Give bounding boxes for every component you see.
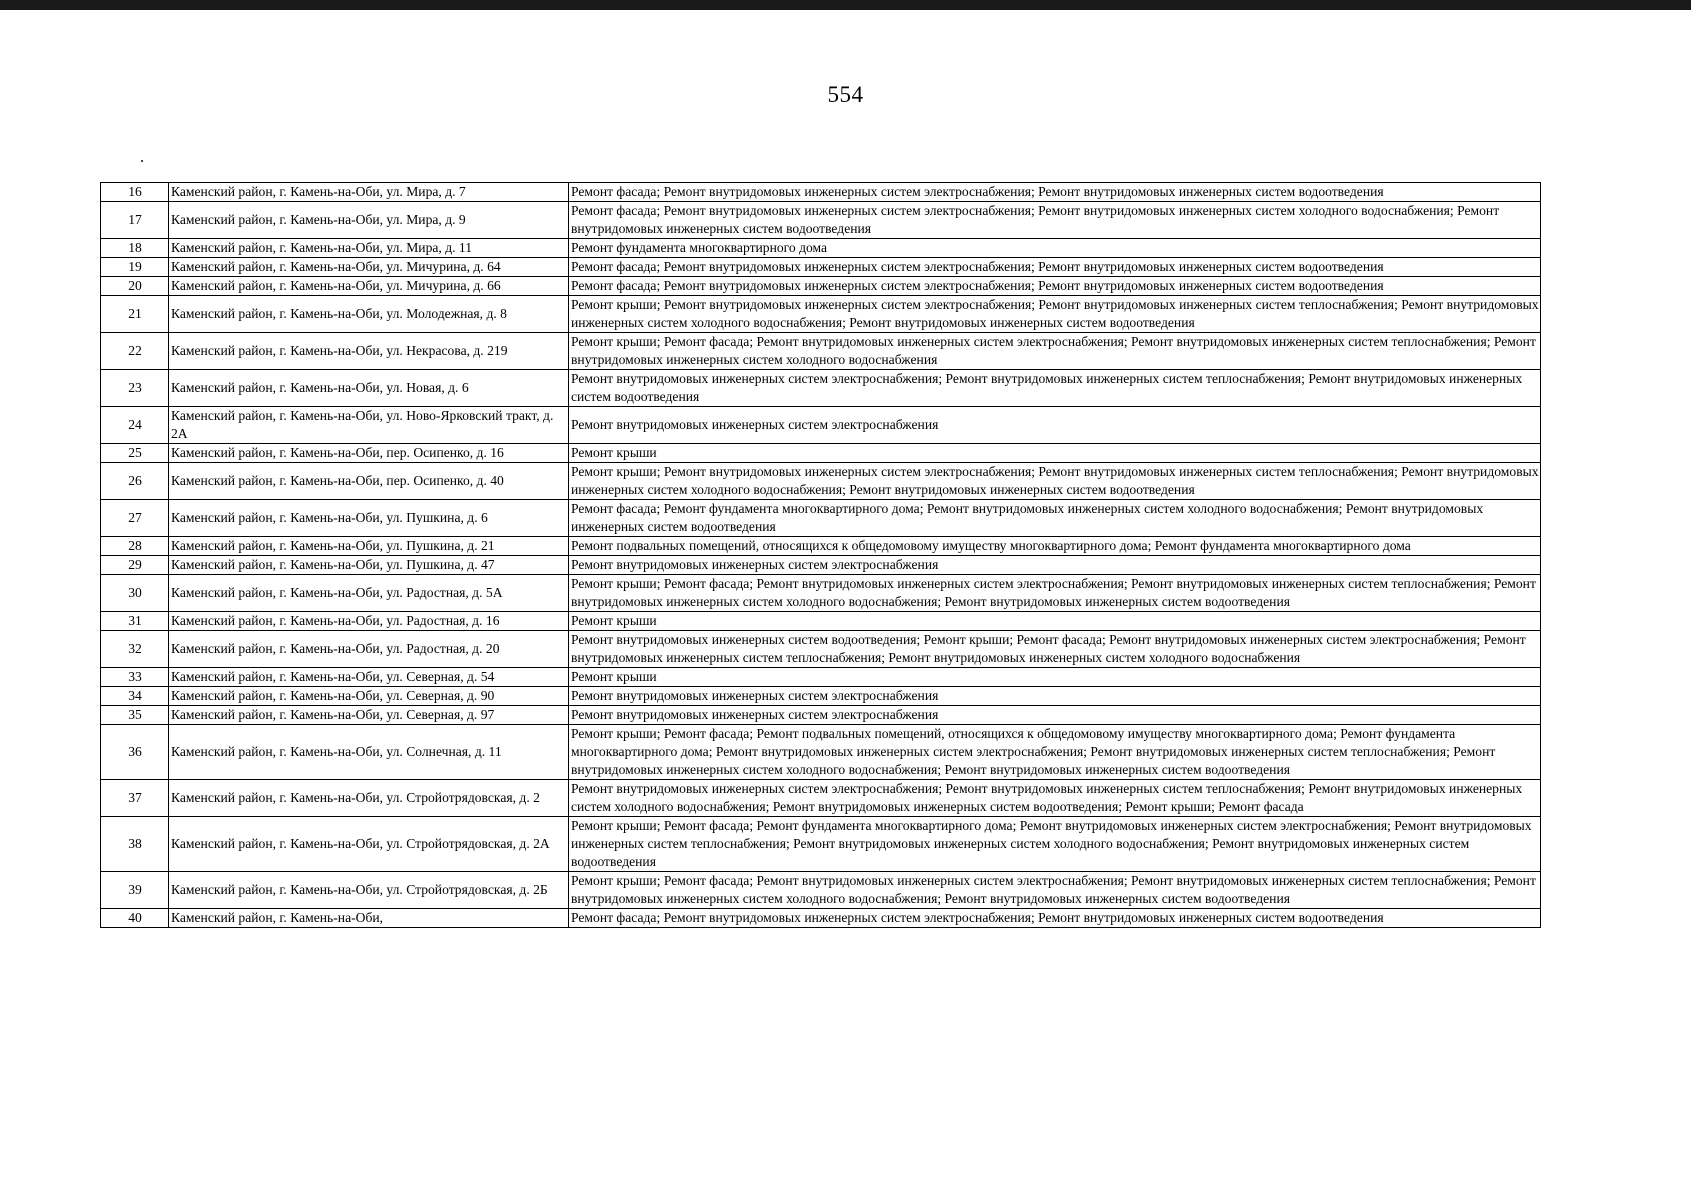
repair-register-table xyxy=(100,182,1541,928)
repair-works-cell: Ремонт внутридомовых инженерных систем водоотведения; Ремонт крыши; Ремонт фасада; Ремонт внутридомовых инженерных систем электроснабжения; Ремонт внутридомовых инженерных систем теплоснабжения; Ремонт внутридомовых инженерных систем холодного водоснабжения xyxy=(569,631,1541,668)
scan-top-border xyxy=(0,0,1691,10)
row-number-cell: 23 xyxy=(101,370,169,407)
table-row xyxy=(101,725,1541,780)
row-number-cell: 34 xyxy=(101,687,169,706)
address-cell: Каменский район, г. Камень-на-Оби, ул. Пушкина, д. 6 xyxy=(169,500,569,537)
address-cell: Каменский район, г. Камень-на-Оби, ул. Молодежная, д. 8 xyxy=(169,296,569,333)
address-cell: Каменский район, г. Камень-на-Оби, ул. Мичурина, д. 66 xyxy=(169,277,569,296)
table-row xyxy=(101,872,1541,909)
row-number-cell: 17 xyxy=(101,202,169,239)
address-cell: Каменский район, г. Камень-на-Оби, ул. Северная, д. 54 xyxy=(169,668,569,687)
row-number-cell: 39 xyxy=(101,872,169,909)
address-cell: Каменский район, г. Камень-на-Оби, xyxy=(169,909,569,928)
repair-works-cell: Ремонт крыши; Ремонт фасада; Ремонт фундамента многоквартирного дома; Ремонт внутридомовых инженерных систем электроснабжения; Ремонт внутридомовых инженерных систем теплоснабжения; Ремонт внутридомовых инженерных систем холодного водоснабжения; Ремонт внутридомовых инженерных систем водоотведения xyxy=(569,817,1541,872)
address-cell: Каменский район, г. Камень-на-Оби, пер. Осипенко, д. 16 xyxy=(169,444,569,463)
repair-works-cell: Ремонт крыши; Ремонт фасада; Ремонт внутридомовых инженерных систем электроснабжения; Ремонт внутридомовых инженерных систем теплоснабжения; Ремонт внутридомовых инженерных систем холодного водоснабжения xyxy=(569,333,1541,370)
repair-works-cell: Ремонт фасада; Ремонт фундамента многоквартирного дома; Ремонт внутридомовых инженерных систем холодного водоснабжения; Ремонт внутридомовых инженерных систем водоотведения xyxy=(569,500,1541,537)
repair-works-cell: Ремонт фундамента многоквартирного дома xyxy=(569,239,1541,258)
row-number-cell: 16 xyxy=(101,183,169,202)
repair-works-cell: Ремонт крыши xyxy=(569,668,1541,687)
table-row xyxy=(101,202,1541,239)
row-number-cell: 21 xyxy=(101,296,169,333)
table-row xyxy=(101,407,1541,444)
row-number-cell: 20 xyxy=(101,277,169,296)
row-number-cell: 22 xyxy=(101,333,169,370)
address-cell: Каменский район, г. Камень-на-Оби, ул. Солнечная, д. 11 xyxy=(169,725,569,780)
table-row xyxy=(101,706,1541,725)
address-cell: Каменский район, г. Камень-на-Оби, ул. Пушкина, д. 21 xyxy=(169,537,569,556)
address-cell: Каменский район, г. Камень-на-Оби, ул. Ново-Ярковский тракт, д. 2А xyxy=(169,407,569,444)
repair-works-cell: Ремонт крыши; Ремонт фасада; Ремонт внутридомовых инженерных систем электроснабжения; Ремонт внутридомовых инженерных систем теплоснабжения; Ремонт внутридомовых инженерных систем холодного водоснабжения; Ремонт внутридомовых инженерных систем водоотведения xyxy=(569,872,1541,909)
repair-works-cell: Ремонт крыши; Ремонт фасада; Ремонт внутридомовых инженерных систем электроснабжения; Ремонт внутридомовых инженерных систем теплоснабжения; Ремонт внутридомовых инженерных систем холодного водоснабжения; Ремонт внутридомовых инженерных систем водоотведения xyxy=(569,575,1541,612)
address-cell: Каменский район, г. Камень-на-Оби, ул. Северная, д. 97 xyxy=(169,706,569,725)
table-row xyxy=(101,333,1541,370)
repair-works-cell: Ремонт крыши; Ремонт внутридомовых инженерных систем электроснабжения; Ремонт внутридомовых инженерных систем теплоснабжения; Ремонт внутридомовых инженерных систем холодного водоснабжения; Ремонт внутридомовых инженерных систем водоотведения xyxy=(569,296,1541,333)
repair-works-cell: Ремонт фасада; Ремонт внутридомовых инженерных систем электроснабжения; Ремонт внутридомовых инженерных систем водоотведения xyxy=(569,277,1541,296)
address-cell: Каменский район, г. Камень-на-Оби, ул. Мичурина, д. 64 xyxy=(169,258,569,277)
row-number-cell: 27 xyxy=(101,500,169,537)
address-cell: Каменский район, г. Камень-на-Оби, ул. Стройотрядовская, д. 2 xyxy=(169,780,569,817)
table-body xyxy=(101,183,1541,928)
address-cell: Каменский район, г. Камень-на-Оби, ул. Стройотрядовская, д. 2А xyxy=(169,817,569,872)
row-number-cell: 24 xyxy=(101,407,169,444)
repair-works-cell: Ремонт внутридомовых инженерных систем электроснабжения xyxy=(569,407,1541,444)
address-cell: Каменский район, г. Камень-на-Оби, ул. Пушкина, д. 47 xyxy=(169,556,569,575)
table-row xyxy=(101,780,1541,817)
repair-works-cell: Ремонт крыши xyxy=(569,444,1541,463)
repair-works-cell: Ремонт крыши; Ремонт фасада; Ремонт подвальных помещений, относящихся к общедомовому имуществу многоквартирного дома; Ремонт фундамента многоквартирного дома; Ремонт внутридомовых инженерных систем электроснабжения; Ремонт внутридомовых инженерных систем теплоснабжения; Ремонт внутридомовых инженерных систем холодного водоснабжения; Ремонт внутридомовых инженерных систем водоотведения xyxy=(569,725,1541,780)
table-row xyxy=(101,239,1541,258)
repair-works-cell: Ремонт внутридомовых инженерных систем электроснабжения; Ремонт внутридомовых инженерных систем теплоснабжения; Ремонт внутридомовых инженерных систем водоотведения xyxy=(569,370,1541,407)
table-row xyxy=(101,668,1541,687)
repair-works-cell: Ремонт внутридомовых инженерных систем электроснабжения xyxy=(569,687,1541,706)
repair-works-cell: Ремонт фасада; Ремонт внутридомовых инженерных систем электроснабжения; Ремонт внутридомовых инженерных систем водоотведения xyxy=(569,258,1541,277)
table-row xyxy=(101,537,1541,556)
row-number-cell: 33 xyxy=(101,668,169,687)
address-cell: Каменский район, г. Камень-на-Оби, ул. Некрасова, д. 219 xyxy=(169,333,569,370)
row-number-cell: 31 xyxy=(101,612,169,631)
scan-speck xyxy=(141,160,143,162)
row-number-cell: 18 xyxy=(101,239,169,258)
repair-works-cell: Ремонт фасада; Ремонт внутридомовых инженерных систем электроснабжения; Ремонт внутридомовых инженерных систем водоотведения xyxy=(569,183,1541,202)
table-row xyxy=(101,258,1541,277)
repair-works-cell: Ремонт крыши; Ремонт внутридомовых инженерных систем электроснабжения; Ремонт внутридомовых инженерных систем теплоснабжения; Ремонт внутридомовых инженерных систем холодного водоснабжения; Ремонт внутридомовых инженерных систем водоотведения xyxy=(569,463,1541,500)
address-cell: Каменский район, г. Камень-на-Оби, ул. Мира, д. 11 xyxy=(169,239,569,258)
address-cell: Каменский район, г. Камень-на-Оби, ул. Стройотрядовская, д. 2Б xyxy=(169,872,569,909)
row-number-cell: 35 xyxy=(101,706,169,725)
address-cell: Каменский район, г. Камень-на-Оби, ул. Северная, д. 90 xyxy=(169,687,569,706)
address-cell: Каменский район, г. Камень-на-Оби, ул. Новая, д. 6 xyxy=(169,370,569,407)
page-number: 554 xyxy=(827,82,864,107)
table-row xyxy=(101,277,1541,296)
address-cell: Каменский район, г. Камень-на-Оби, ул. Радостная, д. 16 xyxy=(169,612,569,631)
row-number-cell: 29 xyxy=(101,556,169,575)
address-cell: Каменский район, г. Камень-на-Оби, пер. Осипенко, д. 40 xyxy=(169,463,569,500)
table-row xyxy=(101,183,1541,202)
repair-works-cell: Ремонт внутридомовых инженерных систем электроснабжения; Ремонт внутридомовых инженерных систем теплоснабжения; Ремонт внутридомовых инженерных систем холодного водоснабжения; Ремонт внутридомовых инженерных систем водоотведения; Ремонт крыши; Ремонт фасада xyxy=(569,780,1541,817)
repair-works-cell: Ремонт подвальных помещений, относящихся к общедомовому имуществу многоквартирного дома; Ремонт фундамента многоквартирного дома xyxy=(569,537,1541,556)
repair-works-cell: Ремонт внутридомовых инженерных систем электроснабжения xyxy=(569,556,1541,575)
row-number-cell: 28 xyxy=(101,537,169,556)
row-number-cell: 40 xyxy=(101,909,169,928)
row-number-cell: 26 xyxy=(101,463,169,500)
address-cell: Каменский район, г. Камень-на-Оби, ул. Мира, д. 7 xyxy=(169,183,569,202)
table-row xyxy=(101,500,1541,537)
table-row xyxy=(101,370,1541,407)
address-cell: Каменский район, г. Камень-на-Оби, ул. Радостная, д. 20 xyxy=(169,631,569,668)
table-row xyxy=(101,556,1541,575)
row-number-cell: 25 xyxy=(101,444,169,463)
table-row xyxy=(101,296,1541,333)
table-row xyxy=(101,463,1541,500)
repair-works-cell: Ремонт крыши xyxy=(569,612,1541,631)
table-row xyxy=(101,817,1541,872)
table-row xyxy=(101,444,1541,463)
repair-works-cell: Ремонт внутридомовых инженерных систем электроснабжения xyxy=(569,706,1541,725)
row-number-cell: 38 xyxy=(101,817,169,872)
table-row xyxy=(101,612,1541,631)
address-cell: Каменский район, г. Камень-на-Оби, ул. Мира, д. 9 xyxy=(169,202,569,239)
table-row xyxy=(101,631,1541,668)
table-row xyxy=(101,575,1541,612)
table-row xyxy=(101,909,1541,928)
table-row xyxy=(101,687,1541,706)
row-number-cell: 36 xyxy=(101,725,169,780)
address-cell: Каменский район, г. Камень-на-Оби, ул. Радостная, д. 5А xyxy=(169,575,569,612)
row-number-cell: 37 xyxy=(101,780,169,817)
repair-works-cell: Ремонт фасада; Ремонт внутридомовых инженерных систем электроснабжения; Ремонт внутридомовых инженерных систем холодного водоснабжения; Ремонт внутридомовых инженерных систем водоотведения xyxy=(569,202,1541,239)
row-number-cell: 19 xyxy=(101,258,169,277)
row-number-cell: 30 xyxy=(101,575,169,612)
row-number-cell: 32 xyxy=(101,631,169,668)
repair-works-cell: Ремонт фасада; Ремонт внутридомовых инженерных систем электроснабжения; Ремонт внутридомовых инженерных систем водоотведения xyxy=(569,909,1541,928)
